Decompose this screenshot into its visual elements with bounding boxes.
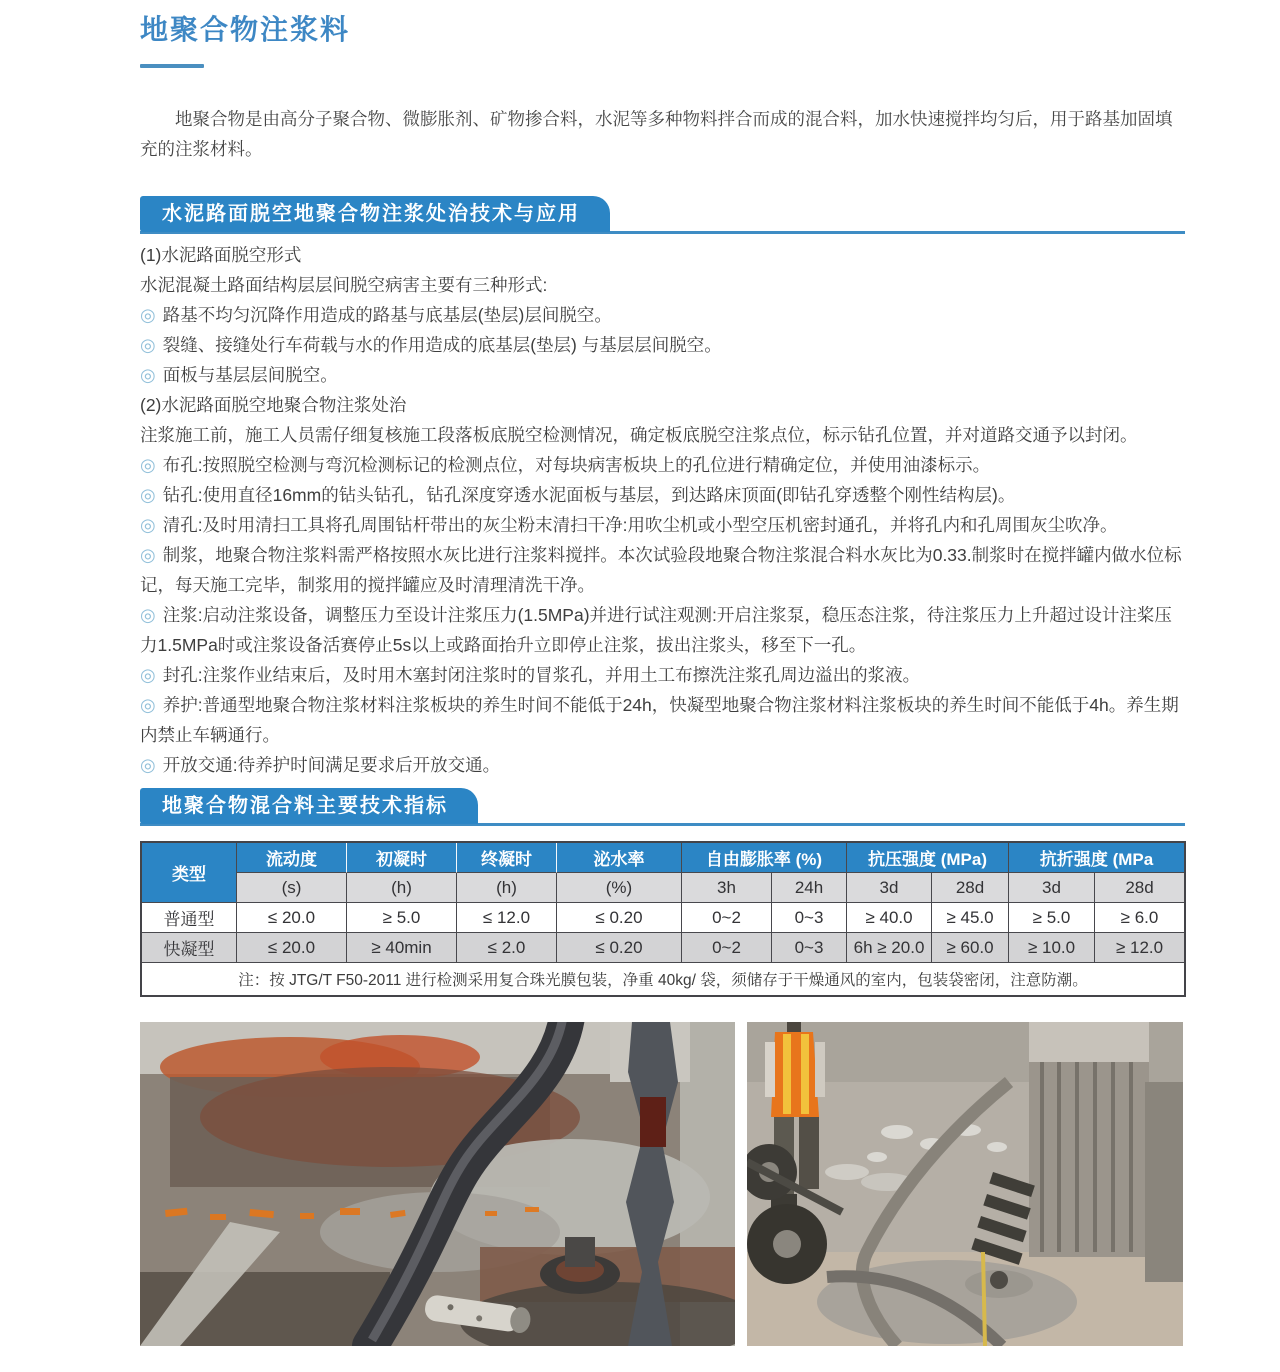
- subheader-cell: 3d: [847, 873, 932, 903]
- paragraph: [140, 480, 1186, 510]
- ring-bullet-icon: ◎: [140, 485, 156, 505]
- cell: 0~2: [682, 903, 772, 933]
- paragraph: [140, 270, 1186, 300]
- ring-bullet-icon: ◎: [140, 695, 156, 715]
- section2-header: [140, 788, 1185, 824]
- header-cell: 初凝时: [347, 843, 457, 873]
- paragraph-text: 面板与基层层间脱空。: [162, 365, 338, 385]
- cell: ≤ 12.0: [457, 903, 557, 933]
- subheader-cell: (s): [237, 873, 347, 903]
- paragraph-text: 注浆施工前，施工人员需仔细复核施工段落板底脱空检测情况，确定板底脱空注浆点位，标示钻孔位置，并对道路交通予以封闭。: [140, 425, 1138, 445]
- cell: 0~3: [772, 903, 847, 933]
- paragraph-text: 水泥混凝土路面结构层层间脱空病害主要有三种形式:: [140, 275, 548, 295]
- paragraph: [140, 300, 1186, 330]
- paragraph: [140, 540, 1186, 600]
- header-group-cell: 抗折强度 (MPa: [1009, 843, 1184, 873]
- paragraph: [140, 600, 1186, 660]
- paragraph-text: (1)水泥路面脱空形式: [140, 245, 302, 265]
- cell: ≤ 20.0: [237, 933, 347, 963]
- paragraph: [140, 510, 1186, 540]
- paragraph-text: 制浆，地聚合物注浆料需严格按照水灰比进行注浆料搅拌。本次试验段地聚合物注浆混合料水灰比为0.33.制浆时在搅拌罐内做水位标记，每天施工完毕，制浆用的搅拌罐应及时清理清洗干净。: [140, 545, 1182, 595]
- header-group-cell: 自由膨胀率 (%): [682, 843, 847, 873]
- paragraph-text: 裂缝、接缝处行车荷载与水的作用造成的底基层(垫层) 与基层层间脱空。: [162, 335, 722, 355]
- intro-paragraph: 地聚合物是由高分子聚合物、微膨胀剂、矿物掺合料，水泥等多种物料拌合而成的混合料，加水快速搅拌均匀后，用于路基加固填充的注浆材料。: [140, 109, 1173, 159]
- photo-grouting-equipment-worker: [747, 1022, 1183, 1346]
- cell: ≥ 10.0: [1009, 933, 1095, 963]
- section2-heading-badge: 地聚合物混合料主要技术指标: [140, 788, 478, 824]
- cell: ≤ 2.0: [457, 933, 557, 963]
- ring-bullet-icon: ◎: [140, 515, 156, 535]
- table-note-row: [142, 963, 1184, 995]
- paragraph: [140, 450, 1186, 480]
- table-header-row-1: [142, 843, 1184, 873]
- cell: ≥ 5.0: [347, 903, 457, 933]
- cell: 6h ≥ 20.0: [847, 933, 932, 963]
- subheader-cell: 28d: [932, 873, 1009, 903]
- section1-heading-badge: 水泥路面脱空地聚合物注浆处治技术与应用: [140, 196, 610, 232]
- photo-grouting-hose-pavement: [140, 1022, 735, 1346]
- ring-bullet-icon: ◎: [140, 335, 156, 355]
- paragraph: [140, 360, 1186, 390]
- subheader-cell: (%): [557, 873, 682, 903]
- title-underline: [140, 64, 204, 68]
- header-cell-type: 类型: [142, 843, 237, 903]
- paragraph: [140, 330, 1186, 360]
- cell: ≥ 40min: [347, 933, 457, 963]
- ring-bullet-icon: ◎: [140, 755, 156, 775]
- ring-bullet-icon: ◎: [140, 365, 156, 385]
- header-cell: 终凝时: [457, 843, 557, 873]
- paragraph: [140, 240, 1186, 270]
- section1-body: [140, 240, 1186, 785]
- cell: ≤ 20.0: [237, 903, 347, 933]
- ring-bullet-icon: ◎: [140, 545, 156, 565]
- subheader-cell: 24h: [772, 873, 847, 903]
- cell: ≥ 6.0: [1095, 903, 1184, 933]
- paragraph-text: 注浆:启动注浆设备，调整压力至设计注浆压力(1.5MPa)并进行试注观测:开启注浆泵，稳压态注浆，待注浆压力上升超过设计注桨压力1.5MPa时或注浆设备活赛停止5s以上或路面抬升立即停止注浆，拔出注浆头，移至下一孔。: [140, 605, 1172, 655]
- subheader-cell: (h): [457, 873, 557, 903]
- table-note: 注：按 JTG/T F50-2011 进行检测采用复合珠光膜包装，净重 40kg/ 袋，须储存于干燥通风的室内，包装袋密闭，注意防潮。: [142, 963, 1184, 995]
- spec-table: [140, 841, 1186, 997]
- subheader-cell: 28d: [1095, 873, 1184, 903]
- ring-bullet-icon: ◎: [140, 665, 156, 685]
- table-row: [142, 933, 1184, 963]
- paragraph: [140, 750, 1186, 780]
- paragraph-text: 封孔:注浆作业结束后，及时用木塞封闭注浆时的冒浆孔，并用土工布擦洗注浆孔周边溢出的浆液。: [162, 665, 921, 685]
- cell: ≥ 12.0: [1095, 933, 1184, 963]
- subheader-cell: 3d: [1009, 873, 1095, 903]
- table-row: [142, 903, 1184, 933]
- cell: ≤ 0.20: [557, 903, 682, 933]
- cell: ≥ 45.0: [932, 903, 1009, 933]
- paragraph-text: (2)水泥路面脱空地聚合物注浆处治: [140, 395, 407, 415]
- paragraph-text: 钻孔:使用直径16mm的钻头钻孔，钻孔深度穿透水泥面板与基层，到达路床顶面(即钻孔穿透整个刚性结构层)。: [162, 485, 1016, 505]
- cell: ≤ 0.20: [557, 933, 682, 963]
- ring-bullet-icon: ◎: [140, 305, 156, 325]
- paragraph-text: 养护:普通型地聚合物注浆材料注浆板块的养生时间不能低于24h，快凝型地聚合物注浆材料注浆板块的养生时间不能低于4h。养生期内禁止车辆通行。: [140, 695, 1179, 745]
- paragraph: [140, 390, 1186, 420]
- ring-bullet-icon: ◎: [140, 455, 156, 475]
- subheader-cell: (h): [347, 873, 457, 903]
- section1-header: [140, 196, 1185, 232]
- subheader-cell: 3h: [682, 873, 772, 903]
- header-cell: 流动度: [237, 843, 347, 873]
- paragraph-text: 布孔:按照脱空检测与弯沉检测标记的检测点位，对每块病害板块上的孔位进行精确定位，并使用油漆标示。: [162, 455, 991, 475]
- paragraph-text: 开放交通:待养护时间满足要求后开放交通。: [162, 755, 501, 775]
- paragraph-text: 路基不均匀沉降作用造成的路基与底基层(垫层)层间脱空。: [162, 305, 612, 325]
- paragraph: [140, 690, 1186, 750]
- ring-bullet-icon: ◎: [140, 605, 156, 625]
- header-cell: 泌水率: [557, 843, 682, 873]
- paragraph: [140, 420, 1186, 450]
- page-title: 地聚合物注浆料: [140, 14, 351, 45]
- paragraph: [140, 660, 1186, 690]
- table-header-row-2: [142, 873, 1184, 903]
- paragraph-text: 清孔:及时用清扫工具将孔周围钻杆带出的灰尘粉末清扫干净:用吹尘机或小型空压机密封通孔，并将孔内和孔周围灰尘吹净。: [162, 515, 1118, 535]
- header-group-cell: 抗压强度 (MPa): [847, 843, 1009, 873]
- cell: ≥ 5.0: [1009, 903, 1095, 933]
- row-label: 快凝型: [142, 933, 237, 963]
- cell: 0~2: [682, 933, 772, 963]
- row-label: 普通型: [142, 903, 237, 933]
- cell: ≥ 40.0: [847, 903, 932, 933]
- cell: 0~3: [772, 933, 847, 963]
- cell: ≥ 60.0: [932, 933, 1009, 963]
